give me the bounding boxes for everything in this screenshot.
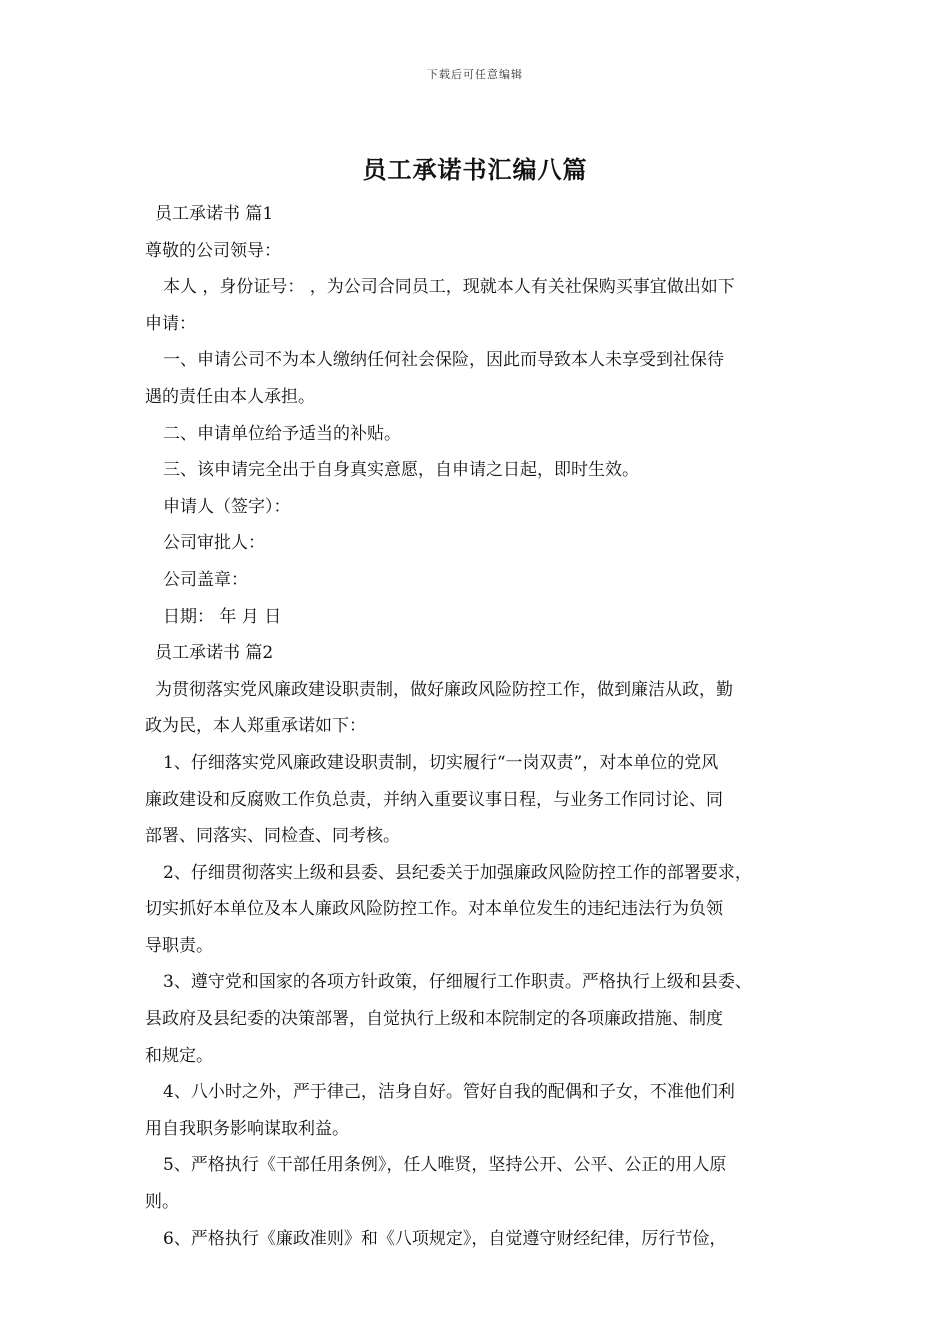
text-line: 申请人（签字）： bbox=[163, 496, 291, 517]
text-line: 一、申请公司不为本人缴纳任何社会保险，因此而导致本人未享受到社保待 bbox=[163, 350, 724, 371]
document-title: 员工承诺书汇编八篇 bbox=[362, 155, 588, 184]
text-line: 切实抓好本单位及本人廉政风险防控工作。对本单位发生的违纪违法行为负领 bbox=[145, 899, 723, 920]
text-line: 二、申请单位给予适当的补贴。 bbox=[163, 423, 401, 444]
header-note: 下载后可任意编辑 bbox=[427, 68, 523, 81]
text-line: 申请： bbox=[145, 313, 196, 334]
text-line: 尊敬的公司领导： bbox=[145, 240, 281, 261]
text-line: 为贯彻落实党风廉政建设职责制，做好廉政风险防控工作，做到廉洁从政，勤 bbox=[155, 679, 733, 700]
text-line: 本人 ，身份证号： ，为公司合同员工，现就本人有关社保购买事宜做出如下 bbox=[163, 277, 735, 298]
text-line: 员工承诺书 篇1 bbox=[155, 204, 274, 224]
text-line: 5、严格执行《干部任用条例》，任人唯贤，坚持公开、公平、公正的用人原 bbox=[163, 1155, 727, 1176]
text-line: 导职责。 bbox=[145, 935, 213, 956]
text-line: 公司盖章： bbox=[163, 569, 248, 590]
text-line: 6、严格执行《廉政准则》和《八项规定》，自觉遵守财经纪律，厉行节俭， bbox=[163, 1228, 727, 1249]
text-line: 部署、同落实、同检查、同考核。 bbox=[145, 826, 400, 847]
text-line: 和规定。 bbox=[145, 1045, 213, 1066]
document-body bbox=[145, 196, 815, 1257]
text-line: 1、仔细落实党风廉政建设职责制，切实履行“一岗双责”，对本单位的党风 bbox=[163, 752, 719, 773]
text-line: 遇的责任由本人承担。 bbox=[145, 386, 315, 407]
text-line: 4、八小时之外，严于律己，洁身自好。管好自我的配偶和子女，不准他们利 bbox=[163, 1082, 735, 1103]
text-line: 员工承诺书 篇2 bbox=[155, 643, 274, 664]
text-line: 政为民，本人郑重承诺如下： bbox=[145, 716, 366, 737]
text-line: 日期： 年 月 日 bbox=[163, 606, 282, 627]
text-line: 3、遵守党和国家的各项方针政策，仔细履行工作职责。严格执行上级和县委、 bbox=[163, 972, 752, 993]
text-line: 用自我职务影响谋取利益。 bbox=[145, 1118, 349, 1139]
text-line: 三、该申请完全出于自身真实意愿，自申请之日起，即时生效。 bbox=[163, 460, 639, 481]
text-line: 2、仔细贯彻落实上级和县委、县纪委关于加强廉政风险防控工作的部署要求， bbox=[163, 862, 752, 883]
text-line: 公司审批人： bbox=[163, 533, 265, 554]
text-line: 廉政建设和反腐败工作负总责，并纳入重要议事日程，与业务工作同讨论、同 bbox=[145, 789, 723, 810]
text-line: 县政府及县纪委的决策部署，自觉执行上级和本院制定的各项廉政措施、制度 bbox=[145, 1009, 723, 1030]
text-line: 则。 bbox=[145, 1192, 179, 1213]
